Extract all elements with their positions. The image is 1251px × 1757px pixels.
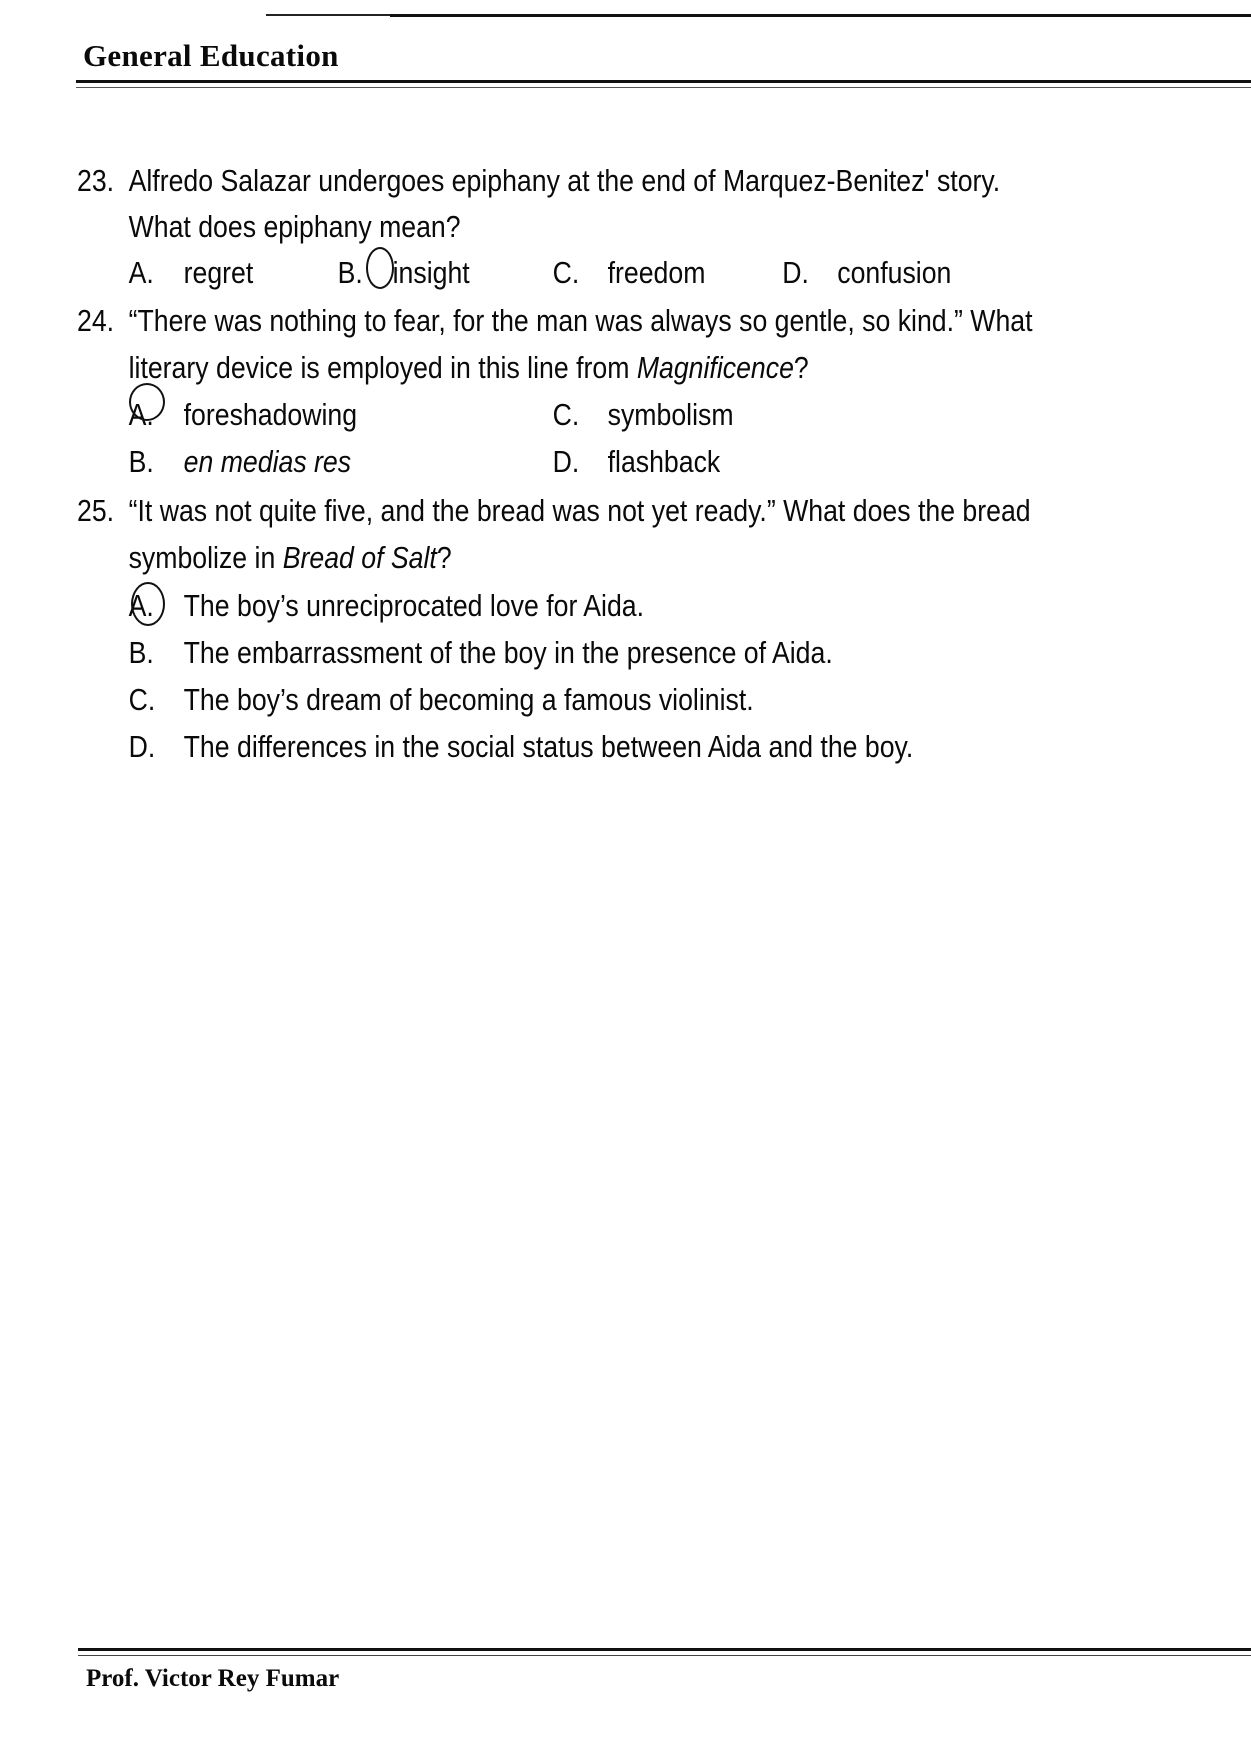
- question-number: 24.: [77, 303, 115, 338]
- story-title: Bread of Salt: [282, 540, 437, 575]
- question-stem-line: [129, 534, 452, 581]
- option-letter: D.: [128, 729, 156, 764]
- question-23: [77, 157, 1152, 297]
- header-divider-thin: [76, 87, 1251, 88]
- stem-text: literary device is employed in this line from: [128, 350, 637, 385]
- option-d: [129, 723, 914, 770]
- option-letter: B.: [337, 255, 363, 290]
- question-stem-line: [77, 487, 1031, 534]
- option-a: [129, 249, 254, 296]
- question-stem-line: [129, 344, 809, 391]
- option-text: regret: [183, 255, 254, 290]
- story-title: Magnificence: [636, 350, 794, 385]
- option-letter: A.: [128, 255, 154, 290]
- footer-divider-thin: [78, 1655, 1251, 1656]
- option-text: insight: [392, 255, 470, 290]
- header-divider: [76, 80, 1251, 83]
- question-24: [77, 297, 1152, 487]
- option-text: The boy’s dream of becoming a famous violinist.: [183, 682, 754, 717]
- option-text: confusion: [837, 255, 952, 290]
- top-rule-bold: [390, 14, 1251, 17]
- option-text: foreshadowing: [183, 397, 358, 432]
- question-stem: “There was nothing to fear, for the man was always so gentle, so kind.” What: [128, 303, 1033, 338]
- question-stem: “It was not quite five, and the bread was not yet ready.” What does the bread: [128, 493, 1031, 528]
- option-c: [553, 249, 706, 296]
- footer-author: Prof. Victor Rey Fumar: [86, 1665, 340, 1692]
- question-stem: Alfredo Salazar undergoes epiphany at the end of Marquez-Benitez' story.: [128, 163, 1001, 198]
- option-letter: C.: [552, 255, 580, 290]
- option-b: [129, 438, 351, 485]
- stem-text: ?: [436, 540, 452, 575]
- option-letter: D.: [782, 255, 809, 290]
- option-letter: D.: [552, 444, 580, 479]
- option-c: [553, 391, 734, 438]
- option-b: [129, 629, 833, 676]
- option-letter: C.: [128, 682, 156, 717]
- option-letter: B.: [128, 444, 154, 479]
- handwritten-answer-circle: [129, 383, 165, 421]
- handwritten-answer-circle: [366, 247, 394, 289]
- question-number: 25.: [77, 493, 115, 528]
- option-letter: A.: [128, 588, 154, 623]
- stem-text: ?: [793, 350, 809, 385]
- option-d: [553, 438, 721, 485]
- option-text: freedom: [607, 255, 706, 290]
- stem-text: symbolize in: [128, 540, 283, 575]
- option-text: symbolism: [607, 397, 734, 432]
- option-b: [338, 249, 470, 296]
- option-text: The differences in the social status between Aida and the boy.: [183, 729, 914, 764]
- option-letter: C.: [552, 397, 580, 432]
- option-d: [782, 249, 951, 296]
- footer-divider: [78, 1648, 1251, 1651]
- option-text: The boy’s unreciprocated love for Aida.: [183, 588, 645, 623]
- question-number: 23.: [77, 163, 115, 198]
- handwritten-answer-circle: [131, 582, 165, 626]
- question-stem-line: What does epiphany mean?: [128, 209, 461, 244]
- option-letter: B.: [128, 635, 154, 670]
- page-header-title: General Education: [83, 38, 339, 73]
- question-25: [77, 487, 1152, 777]
- option-a: [129, 582, 644, 629]
- option-text: The embarrassment of the boy in the presence of Aida.: [183, 635, 833, 670]
- option-text: flashback: [607, 444, 721, 479]
- option-c: [129, 676, 754, 723]
- question-stem-line: [77, 157, 1000, 204]
- option-letter: A.: [128, 397, 154, 432]
- option-text: en medias res: [183, 444, 352, 479]
- question-stem-line: [77, 297, 1033, 344]
